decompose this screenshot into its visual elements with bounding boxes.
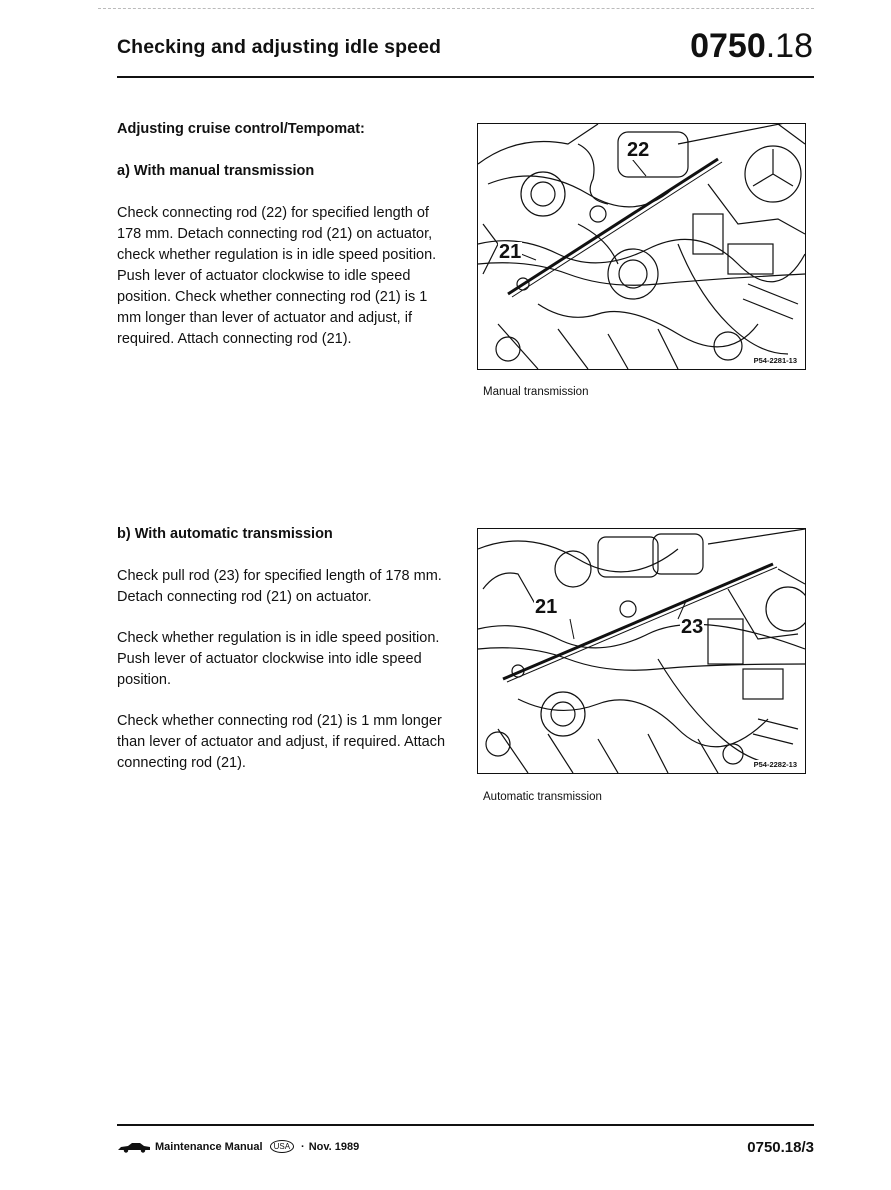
footer-separator: · — [301, 1140, 305, 1153]
car-logo-icon — [117, 1141, 151, 1153]
callout-23: 23 — [681, 616, 704, 638]
automatic-transmission-figure — [477, 528, 806, 774]
automatic-paragraph-3: Check whether connecting rod (21) is 1 mm longer than lever of actuator and adjust, if required. Attach connecting rod (21). — [117, 713, 446, 771]
page-code-suffix: .18 — [765, 27, 813, 65]
page-reference: 0750.18/3 — [747, 1139, 814, 1156]
footer-manual-label: Maintenance Manual — [155, 1140, 263, 1153]
page-code — [690, 26, 813, 66]
page-title: Checking and adjusting idle speed — [117, 36, 442, 58]
callout-21: 21 — [535, 596, 558, 618]
page-code-main: 0750 — [690, 27, 766, 65]
figure-code: P54-2282-13 — [753, 760, 797, 769]
callout-22: 22 — [627, 139, 650, 161]
manual-transmission-figure — [477, 123, 806, 370]
header-rule — [117, 76, 814, 78]
top-decorative-rule — [98, 8, 814, 9]
figure-code: P54-2281-13 — [753, 356, 797, 365]
section-heading: Adjusting cruise control/Tempomat: — [117, 121, 365, 137]
usa-mark: USA — [270, 1140, 294, 1153]
automatic-figure-caption: Automatic transmission — [483, 791, 602, 803]
footer-date: Nov. 1989 — [308, 1140, 360, 1153]
automatic-paragraph-2: Check whether regulation is in idle speed position. Push lever of actuator clockwise into idle speed position. — [117, 630, 440, 688]
footer-rule — [117, 1124, 814, 1126]
manual-subheading: a) With manual transmission — [117, 163, 315, 179]
automatic-paragraph-1: Check pull rod (23) for specified length of 178 mm. Detach connecting rod (21) on actuator. — [117, 568, 442, 605]
engine-illustration-automatic — [478, 529, 805, 773]
automatic-subheading: b) With automatic transmission — [117, 526, 333, 542]
manual-paragraph: Check connecting rod (22) for specified length of 178 mm. Detach connecting rod (21) on actuator, check whether regulation is in idle speed position. Push lever of actuator clockwise to idle speed position. Check whether connecting rod (21) is 1 mm longer than lever of actuator and adjust, if required. Attach connecting rod (21). — [117, 205, 437, 347]
footer-left — [117, 1140, 359, 1153]
callout-21: 21 — [499, 241, 522, 263]
manual-figure-caption: Manual transmission — [483, 386, 589, 398]
